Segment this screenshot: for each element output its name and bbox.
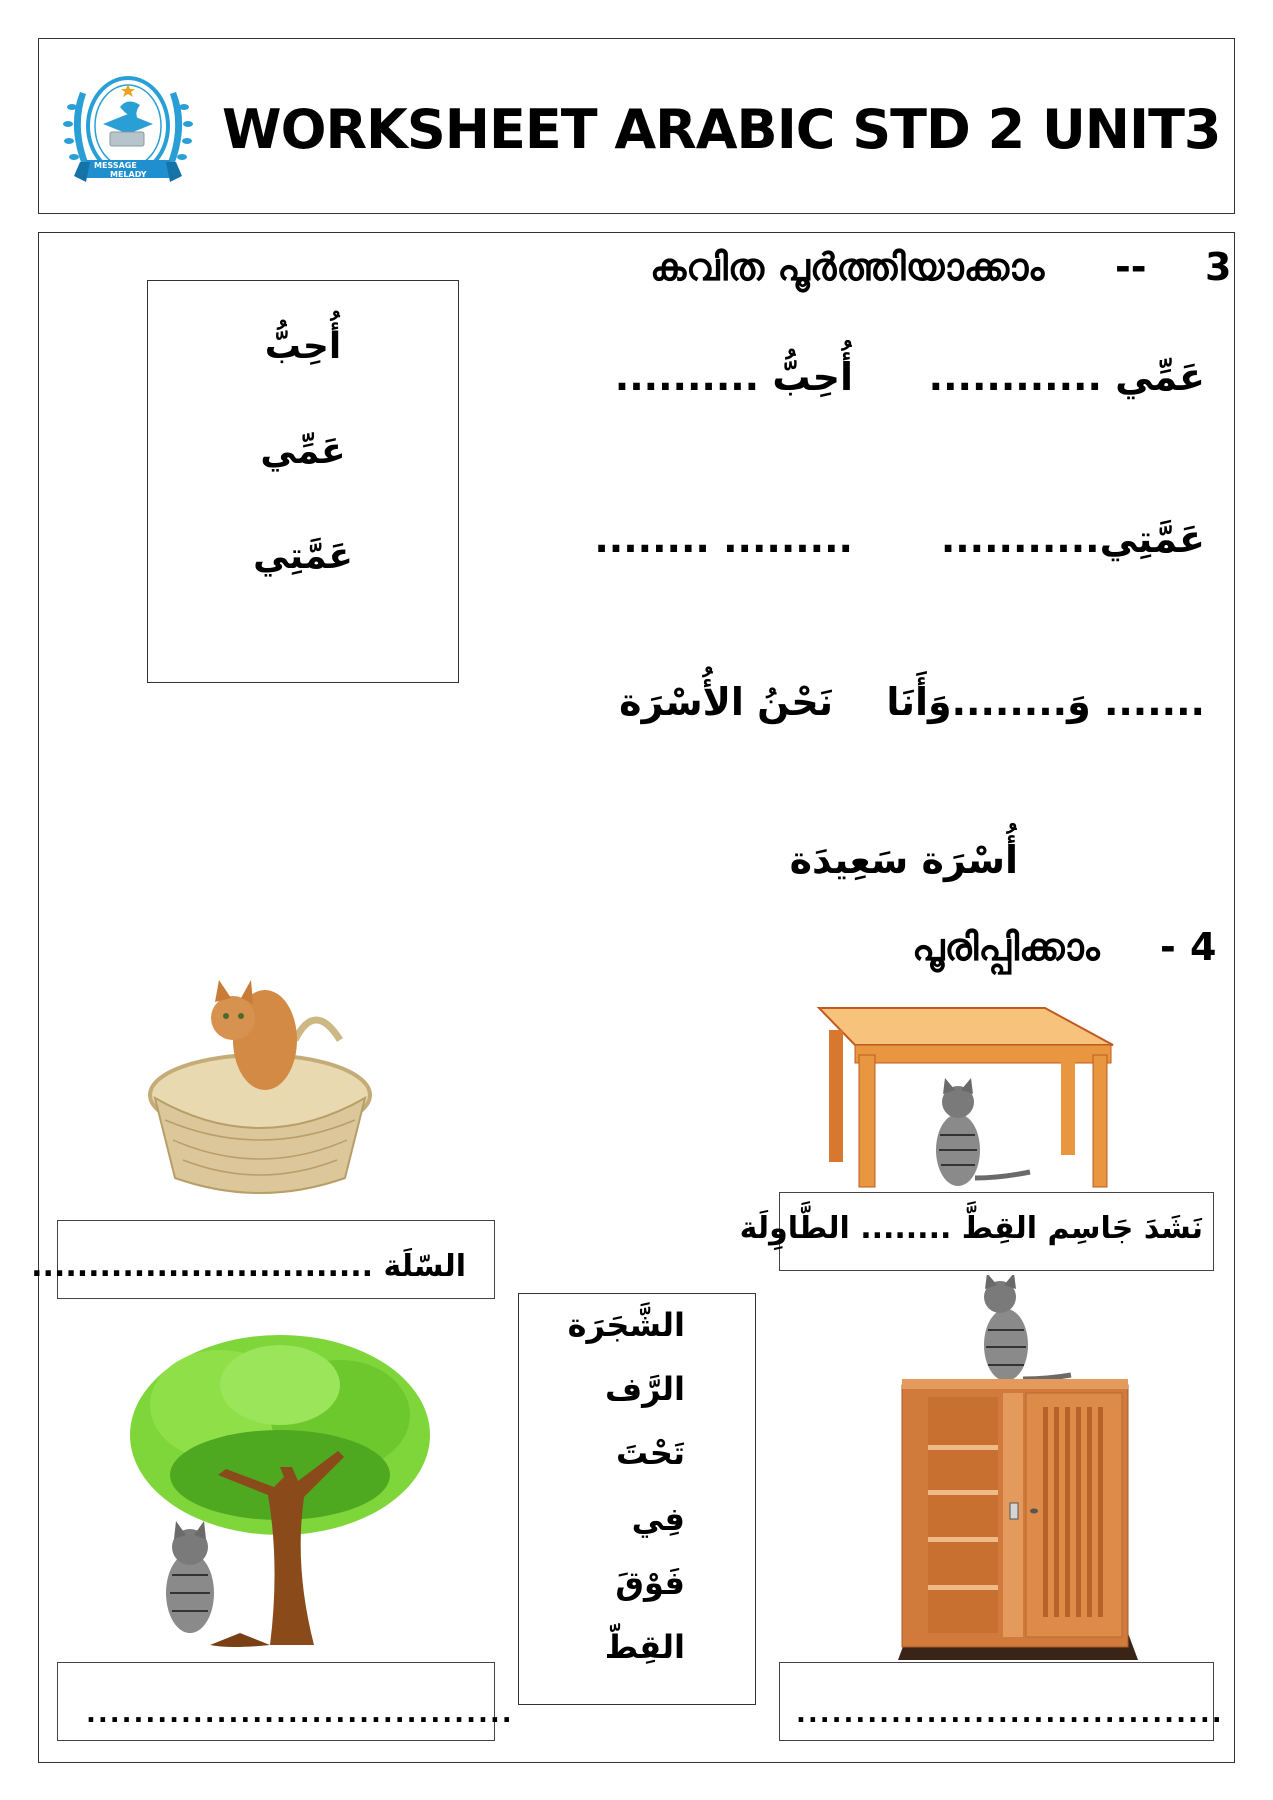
- word-bank-poem: [147, 280, 459, 683]
- poem-line-1-left[interactable]: أُحِبُّ ..........: [614, 355, 853, 399]
- poem-closing-line: أُسْرَة سَعِيدَة: [789, 838, 1018, 882]
- answer-box-tree[interactable]: [57, 1662, 514, 1741]
- logo-ribbon-text-1: MESSAGE: [94, 161, 137, 170]
- word-bank-item: تَحْتَ: [616, 1434, 685, 1472]
- poem-line-3-right[interactable]: ....... وَ........وَأَنَا: [886, 680, 1205, 724]
- answer-text-tree: ....................................: [86, 1699, 514, 1729]
- poem-line-2-right[interactable]: عَمَّتِي...........: [940, 517, 1205, 561]
- answer-text-basket: السّلَة ..............................: [31, 1249, 466, 1284]
- answer-text-table: نَشَدَ جَاسِم القِطَّ ........ الطَّاوِلَة: [739, 1211, 1203, 1246]
- logo: [58, 62, 198, 198]
- word-bank-item: الرَّف: [604, 1370, 685, 1408]
- cat-under-table-image: [815, 1000, 1115, 1190]
- answer-box-table[interactable]: [739, 1192, 1214, 1271]
- answer-text-cupboard: ....................................: [796, 1699, 1224, 1729]
- word-bank-item: الشَّجَرَة: [567, 1306, 685, 1344]
- worksheet-title: WORKSHEET ARABIC STD 2 UNIT3: [222, 98, 1221, 161]
- poem-line-2-left[interactable]: ......... ........: [594, 517, 853, 561]
- section3-separator: --: [1115, 245, 1147, 289]
- word-bank-item: القِطّ: [604, 1628, 685, 1666]
- word-bank-item: فِي: [631, 1500, 685, 1538]
- answer-box-basket[interactable]: [31, 1220, 495, 1299]
- word-bank-item: فَوْقَ: [615, 1564, 685, 1602]
- answer-box-cupboard[interactable]: [779, 1662, 1224, 1741]
- word-bank-item: عَمِّي: [260, 431, 346, 472]
- section3-heading: കവിത പൂർത്തിയാക്കാം: [650, 245, 1045, 289]
- section4-heading: പൂരിപ്പിക്കാം: [912, 925, 1100, 969]
- section4-number: 4: [1190, 925, 1217, 969]
- cat-under-tree-image: [120, 1325, 440, 1650]
- cat-in-basket-image: [145, 980, 375, 1195]
- word-bank-item: عَمَّتِي: [253, 536, 353, 577]
- poem-line-3-left: نَحْنُ الأُسْرَة: [619, 680, 833, 724]
- section4-separator: -: [1160, 925, 1176, 969]
- word-bank-positions: [518, 1293, 756, 1705]
- section3-number: 3: [1205, 245, 1232, 289]
- cat-on-cupboard-image: [888, 1275, 1148, 1665]
- poem-line-1-right[interactable]: عَمِّي ............: [928, 355, 1205, 399]
- word-bank-item: أُحِبُّ: [264, 326, 342, 367]
- logo-ribbon-text-2: MELADY: [110, 170, 147, 179]
